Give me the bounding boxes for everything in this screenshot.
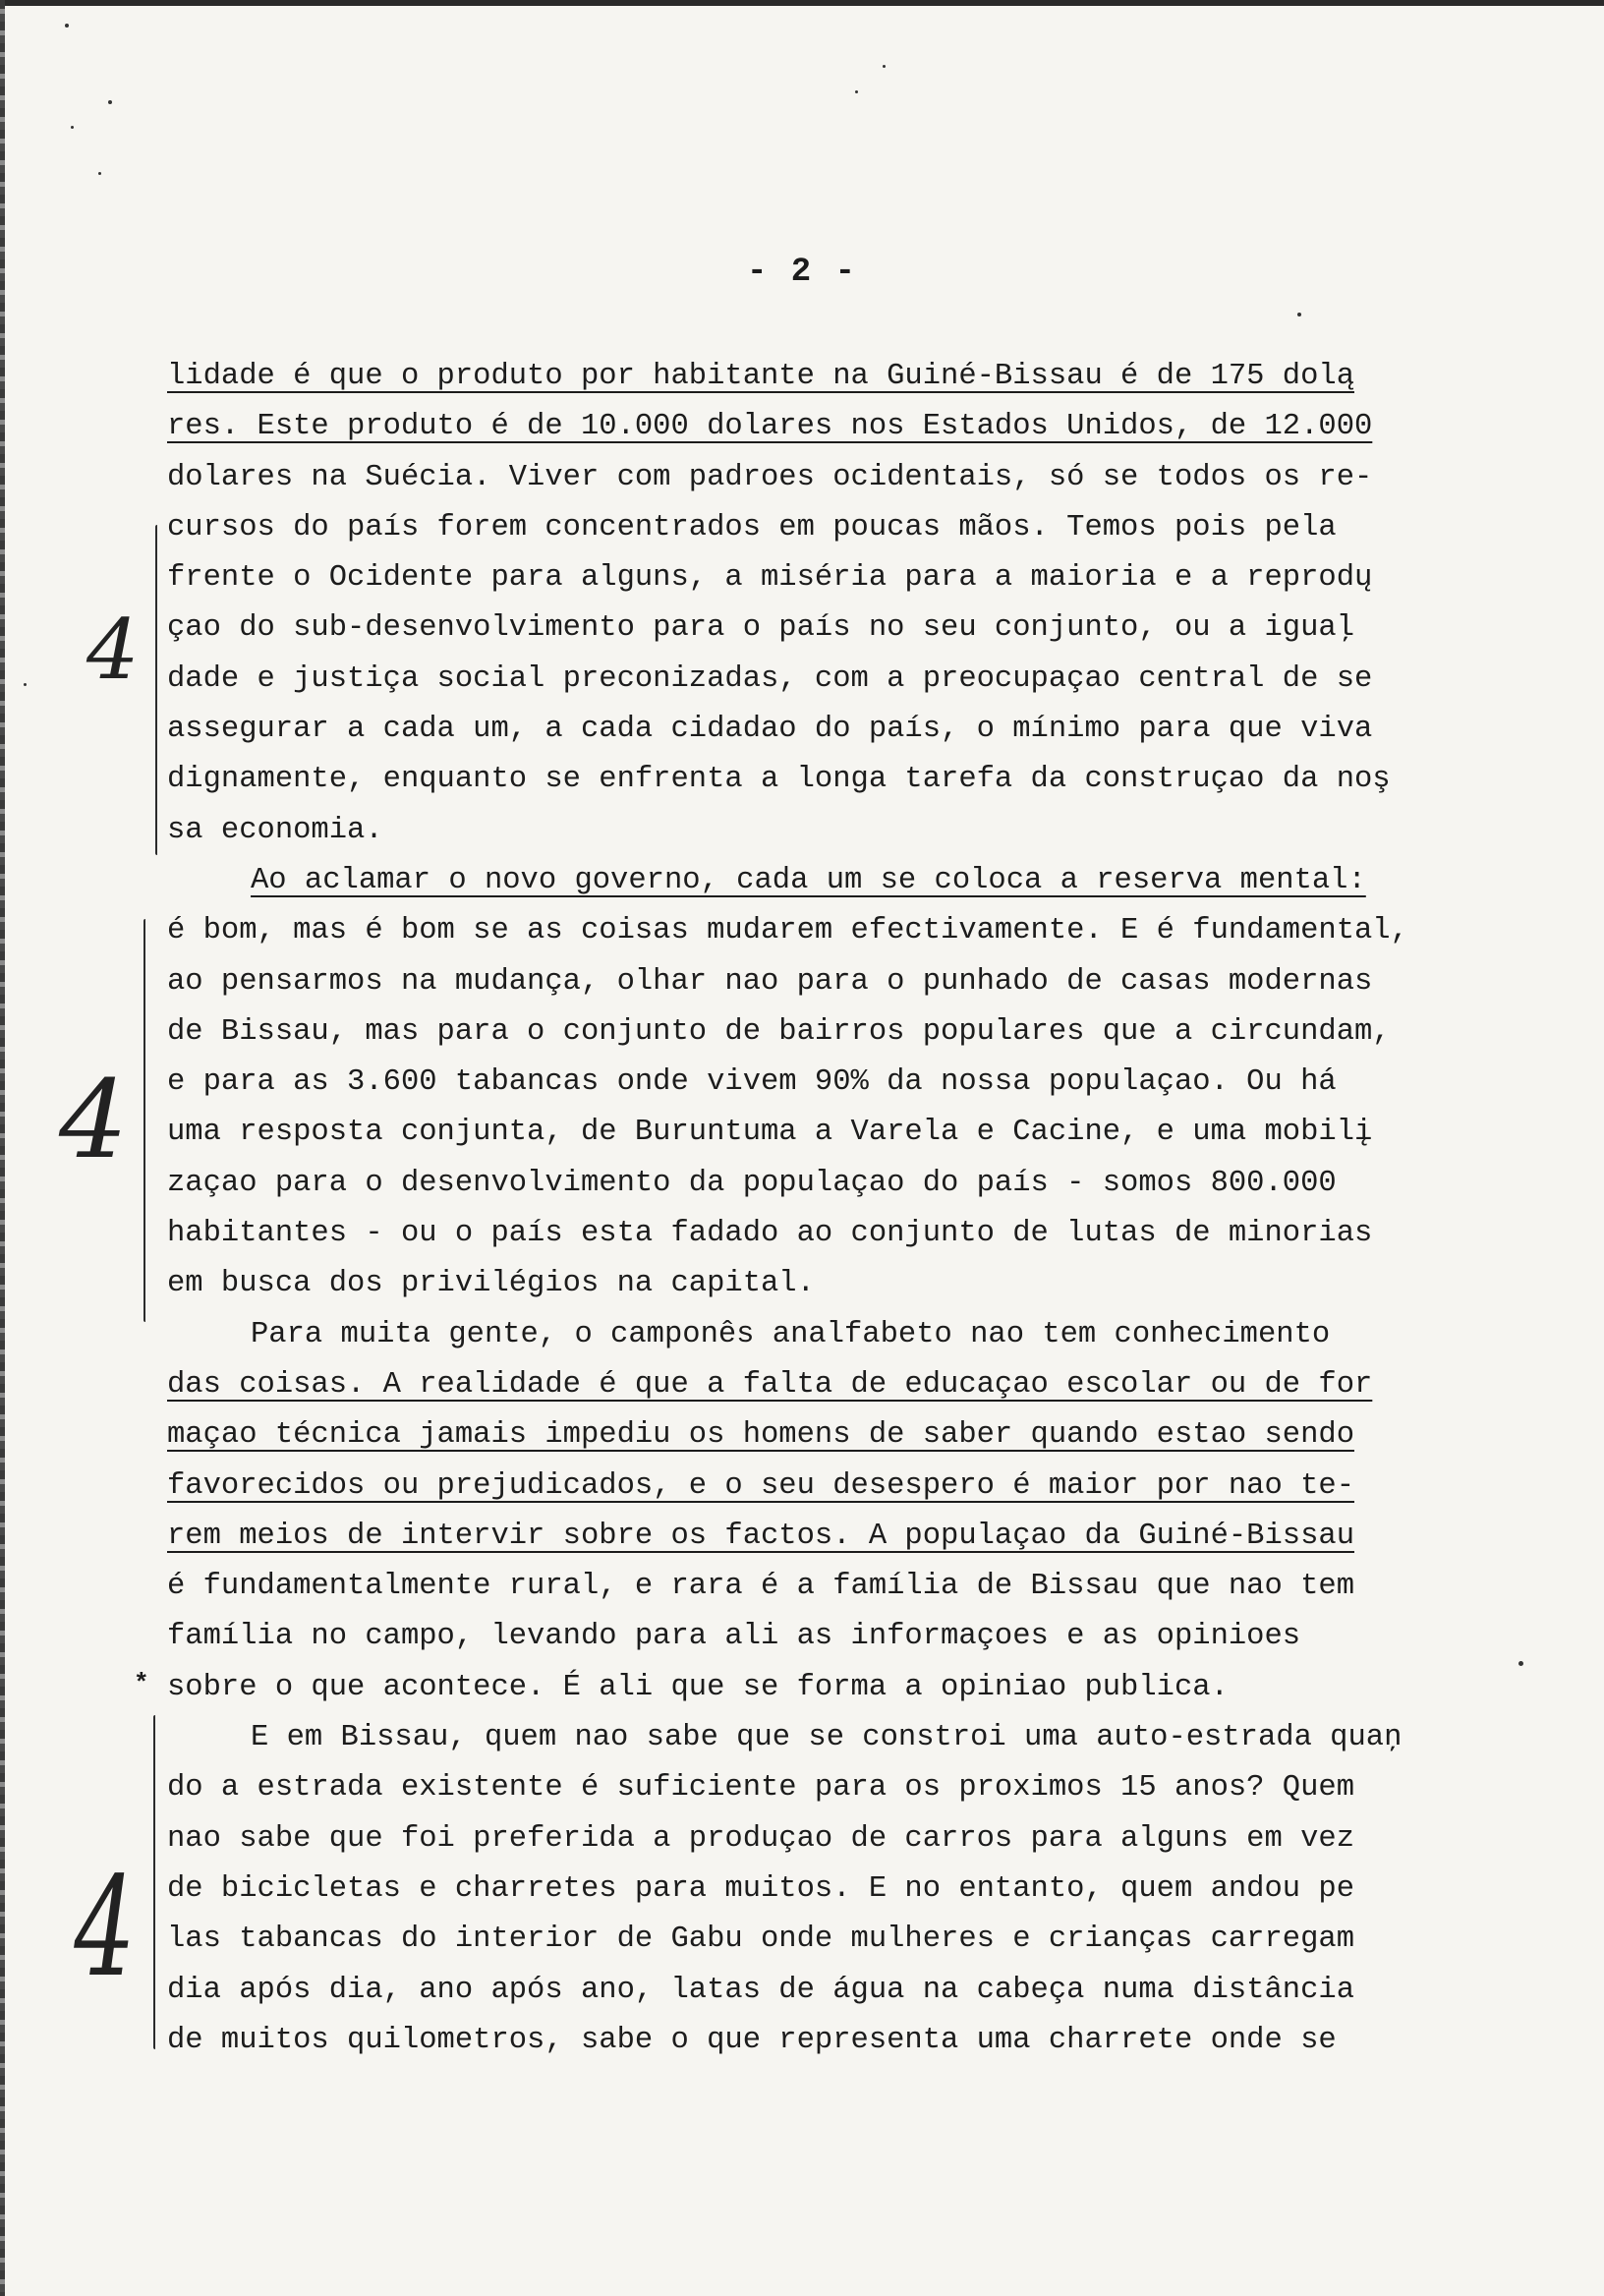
- text-line: E em Bissau, quem nao sabe que se constroi uma auto-estrada quaņ: [251, 1721, 1403, 1755]
- text-line: em busca dos privilégios na capital.: [167, 1267, 815, 1301]
- page-number: - 2 -: [746, 254, 858, 291]
- text-line: maçao técnica jamais impediu os homens de saber quando estao sendo: [167, 1418, 1354, 1453]
- text-line: sobre o que acontece. É ali que se forma a opiniao publica.: [167, 1670, 1229, 1704]
- text-line: ao pensarmos na mudança, olhar nao para o punhado de casas modernas: [167, 964, 1373, 999]
- text-line: de Bissau, mas para o conjunto de bairros populares que a circundam,: [167, 1014, 1391, 1049]
- text-line: dolares na Suécia. Viver com padroes ocidentais, só se todos os re-: [167, 460, 1373, 494]
- text-line: nao sabe que foi preferida a produçao de carros para alguns em vez: [167, 1821, 1354, 1856]
- text-line: de muitos quilometros, sabe o que representa uma charrete onde se: [167, 2023, 1337, 2057]
- text-line: rem meios de intervir sobre os factos. A populaçao da Guiné-Bissau: [167, 1519, 1354, 1553]
- text-line: assegurar a cada um, a cada cidadao do país, o mínimo para que viva: [167, 713, 1373, 747]
- scan-speck: [855, 90, 858, 93]
- text-line: sa economia.: [167, 813, 383, 847]
- text-line: zaçao para o desenvolvimento da populaçao do país - somos 800.000: [167, 1166, 1337, 1200]
- text-line: lidade é que o produto por habitante na Guiné-Bissau é de 175 dolą: [167, 360, 1354, 393]
- text-line: res. Este produto é de 10.000 dolares nos Estados Unidos, de 12.000: [167, 410, 1373, 444]
- text-line: do a estrada existente é suficiente para os proximos 15 anos? Quem: [167, 1771, 1354, 1806]
- text-line: dignamente, enquanto se enfrenta a longa tarefa da construçao da noş: [167, 763, 1391, 797]
- text-line: e para as 3.600 tabancas onde vivem 90% da nossa populaçao. Ou há: [167, 1065, 1337, 1100]
- scan-left-edge: [0, 0, 5, 2296]
- text-line: dade e justiça social preconizadas, com a preocupaçao central de se: [167, 661, 1373, 696]
- margin-asterisk: *: [134, 1669, 149, 1698]
- margin-bracket: [143, 919, 145, 1322]
- margin-bracket: [153, 1715, 155, 2049]
- text-line: las tabancas do interior de Gabu onde mulheres e crianças carregam: [167, 1923, 1354, 1957]
- text-line: cursos do país forem concentrados em poucas mãos. Temos pois pela: [167, 510, 1337, 545]
- scan-speck: [1297, 313, 1301, 316]
- margin-bracket: [155, 525, 157, 855]
- scan-speck: [98, 172, 101, 175]
- text-line: é fundamentalmente rural, e rara é a família de Bissau que nao tem: [167, 1570, 1354, 1604]
- handwritten-margin-mark: 4: [74, 1848, 136, 2008]
- text-line: Ao aclamar o novo governo, cada um se coloca a reserva mental:: [251, 863, 1366, 897]
- text-line: frente o Ocidente para alguns, a miséria para a maioria e a reprodų: [167, 561, 1373, 596]
- scan-speck: [65, 24, 69, 28]
- scan-speck: [24, 683, 27, 686]
- text-line: família no campo, levando para ali as informaçoes e as opinioes: [167, 1620, 1301, 1654]
- typed-body-text: [167, 352, 1504, 2066]
- text-line: Para muita gente, o camponês analfabeto nao tem conhecimento: [251, 1317, 1331, 1351]
- scan-speck: [1518, 1661, 1523, 1666]
- scan-top-edge: [0, 0, 1604, 6]
- text-line: habitantes - ou o país esta fadado ao conjunto de lutas de minorias: [167, 1217, 1373, 1251]
- scan-speck: [108, 100, 112, 104]
- scan-speck: [71, 126, 74, 129]
- text-line: de bicicletas e charretes para muitos. E no entanto, quem andou pe: [167, 1871, 1354, 1906]
- text-line: çao do sub-desenvolvimento para o país no seu conjunto, ou a iguaļ: [167, 611, 1354, 646]
- scan-speck: [883, 65, 886, 68]
- text-line: é bom, mas é bom se as coisas mudarem efectivamente. E é fundamental,: [167, 914, 1408, 948]
- text-line: dia após dia, ano após ano, latas de água na cabeça numa distância: [167, 1973, 1354, 2007]
- handwritten-margin-mark: 4: [86, 602, 140, 698]
- text-line: favorecidos ou prejudicados, e o seu desespero é maior por nao te-: [167, 1468, 1354, 1503]
- text-line: das coisas. A realidade é que a falta de educaçao escolar ou de for: [167, 1367, 1373, 1402]
- text-line: uma resposta conjunta, de Buruntuma a Varela e Cacine, e uma mobilį: [167, 1116, 1373, 1150]
- handwritten-margin-mark: 4: [59, 1057, 128, 1182]
